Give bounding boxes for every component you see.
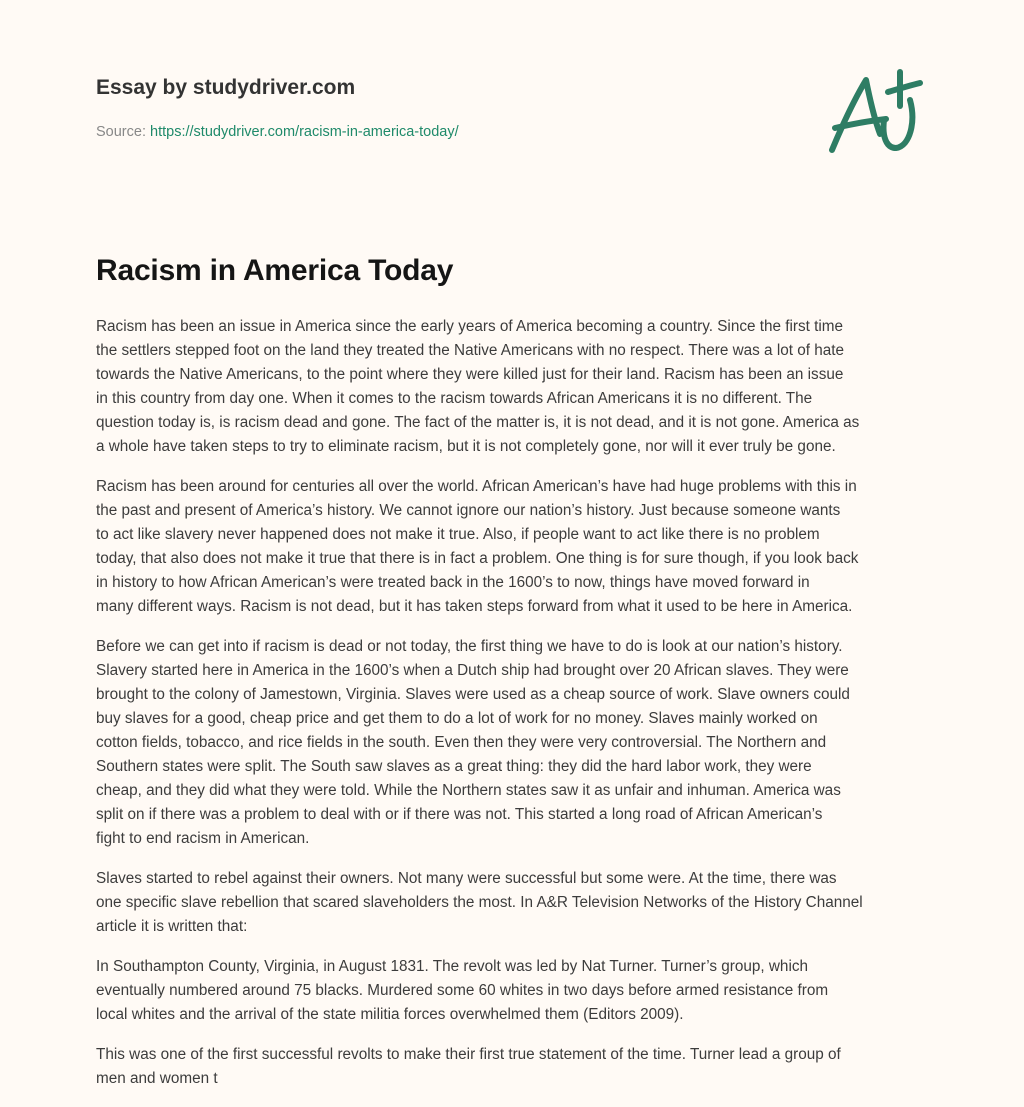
paragraph-line: Before we can get into if racism is dead or not today, the first thing we have to do is look at our nation’s history.	[96, 638, 843, 655]
paragraph-line: Racism has been an issue in America since the early years of America becoming a country. Since the first time	[96, 318, 844, 335]
paragraph-line: split on if there was a problem to deal with or if there was not. This started a long road of African American’s	[96, 806, 823, 823]
paragraph-line: many different ways. Racism is not dead, but it has taken steps forward from what it used to be here in America.	[96, 598, 853, 615]
paragraph-line: fight to end racism in American.	[96, 830, 310, 847]
paragraph-line: buy slaves for a good, cheap price and get them to do a lot of work for no money. Slaves mainly worked on	[96, 710, 818, 727]
paragraph-line: This was one of the first successful revolts to make their first true statement of the time. Turner lead a group of	[96, 1046, 841, 1063]
paragraph-line: article it is written that:	[96, 918, 248, 935]
source-line	[96, 124, 459, 140]
paragraph-line: towards the Native Americans, to the point where they were killed just for their land. Racism has been an issue	[96, 366, 844, 383]
paragraph-line: eventually numbered around 75 blacks. Murdered some 60 whites in two days before armed resistance from	[96, 982, 829, 999]
paragraph-line: Slaves started to rebel against their owners. Not many were successful but some were. At the time, there was	[96, 870, 837, 887]
essay-paragraph	[96, 867, 946, 939]
essay-paragraph	[96, 635, 946, 851]
essay-paragraph	[96, 475, 946, 619]
site-brand: Essay by studydriver.com	[96, 76, 356, 99]
essay-paragraph	[96, 315, 946, 459]
paragraph-line: cotton fields, tobacco, and rice fields in the south. Even then they were very controversial. The Northern and	[96, 734, 827, 751]
paragraph-line: a whole have taken steps to try to eliminate racism, but it is not completely gone, nor will it ever truly be gone.	[96, 438, 836, 455]
paragraph-line: question today is, is racism dead and gone. The fact of the matter is, it is not dead, and it is not gone. America as	[96, 414, 860, 431]
essay-paragraph	[96, 1043, 946, 1091]
paragraph-line: in history to how African American’s were treated back in the 1600’s to now, things have moved forward in	[96, 574, 810, 591]
a-plus-logo-icon	[810, 60, 940, 170]
paragraph-line: Racism has been around for centuries all over the world. African American’s have had huge problems with this in	[96, 478, 857, 495]
paragraph-line: brought to the colony of Jamestown, Virginia. Slaves were used as a cheap source of work. Slave owners could	[96, 686, 850, 703]
paragraph-line: men and women t	[96, 1070, 218, 1087]
paragraph-line: one specific slave rebellion that scared slaveholders the most. In A&R Television Networks of the History Channel	[96, 894, 863, 911]
paragraph-line: today, that also does not make it true that there is in fact a problem. One thing is for sure though, if you look back	[96, 550, 859, 567]
paragraph-line: local whites and the arrival of the state militia forces overwhelmed them (Editors 2009).	[96, 1006, 684, 1023]
paragraph-line: the settlers stepped foot on the land they treated the Native Americans with no respect. There was a lot of hate	[96, 342, 845, 359]
source-link[interactable]: https://studydriver.com/racism-in-america-today/	[150, 124, 459, 140]
paragraph-line: Southern states were split. The South saw slaves as a great thing: they did the hard labor work, they were	[96, 758, 812, 775]
source-label: Source:	[96, 124, 146, 140]
paragraph-line: cheap, and they did what they were told. While the Northern states saw it as unfair and inhuman. America was	[96, 782, 841, 799]
paragraph-line: the past and present of America’s history. We cannot ignore our nation’s history. Just because someone wants	[96, 502, 841, 519]
paragraph-line: in this country from day one. When it comes to the racism towards African Americans it is no different. The	[96, 390, 813, 407]
essay-paragraph	[96, 955, 946, 1027]
essay-title: Racism in America Today	[96, 254, 454, 287]
paragraph-line: to act like slavery never happened does not make it true. Also, if people want to act like there is no problem	[96, 526, 820, 543]
paragraph-line: In Southampton County, Virginia, in August 1831. The revolt was led by Nat Turner. Turner’s group, which	[96, 958, 808, 975]
paragraph-line: Slavery started here in America in the 1600’s when a Dutch ship had brought over 20 African slaves. They were	[96, 662, 849, 679]
essay-body	[96, 315, 946, 1107]
